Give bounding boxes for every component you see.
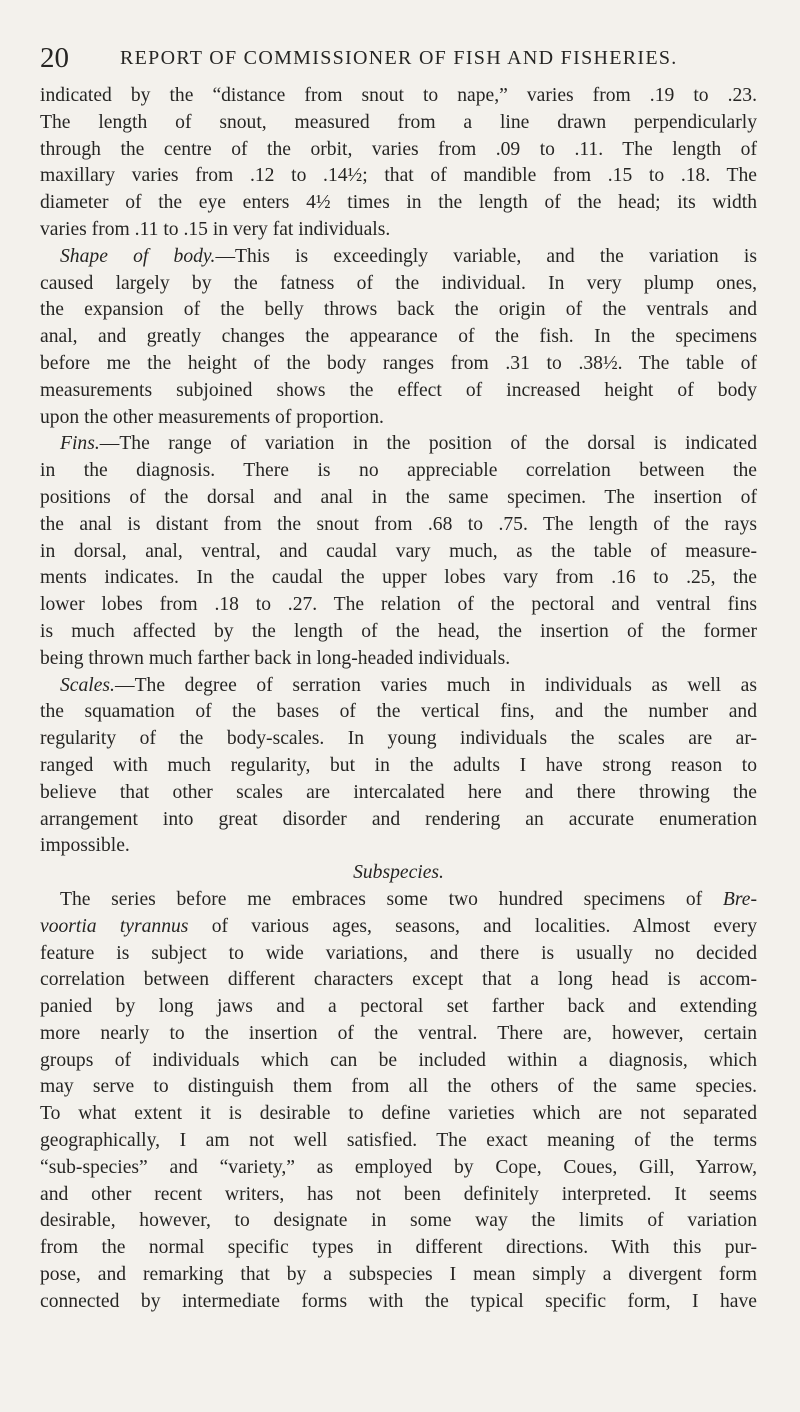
text-line (40, 1289, 757, 1316)
text-line (40, 1155, 757, 1182)
line-text: may serve to distinguish them from all the others of the same species. (40, 1076, 757, 1098)
text-line (40, 83, 757, 110)
text-line (40, 726, 757, 753)
line-text: panied by long jaws and a pectoral set farther back and extending (40, 996, 757, 1018)
text-line (40, 941, 757, 968)
line-text: before me the height of the body ranges from .31 to .38½. The table of (40, 352, 757, 374)
line-text: pose, and remarking that by a subspecies I mean simply a divergent form (40, 1264, 757, 1286)
text-line (40, 592, 757, 619)
text-line (40, 137, 757, 164)
text-line (40, 271, 757, 298)
line-text: the squamation of the bases of the vertical fins, and the number and (40, 701, 757, 723)
line-text: —The degree of serration varies much in individuals as well as (114, 674, 757, 696)
line-text: in the diagnosis. There is no appreciable correlation between the (40, 460, 757, 482)
line-text: diameter of the eye enters 4½ times in the length of the head; its width (40, 192, 757, 214)
line-text: believe that other scales are intercalated here and there throwing the (40, 781, 757, 803)
line-text: more nearly to the insertion of the ventral. There are, however, certain (40, 1022, 757, 1044)
line-text: upon the other measurements of proportion. (40, 406, 384, 428)
text-line (40, 753, 757, 780)
line-text: arrangement into great disorder and rendering an accurate enumeration (40, 808, 757, 830)
text-line (40, 673, 757, 700)
line-text: —The range of variation in the position of the dorsal is indicated (99, 433, 757, 455)
italic-phrase: Subspecies. (353, 862, 444, 884)
text-line (40, 833, 757, 860)
text-line (40, 163, 757, 190)
italic-phrase: Scales. (60, 674, 115, 696)
line-text: regularity of the body-scales. In young individuals the scales are ar- (40, 728, 757, 750)
italic-phrase: voortia tyrannus (40, 915, 189, 937)
text-line (40, 431, 757, 458)
text-line (40, 646, 757, 673)
italic-phrase: Fins. (60, 433, 100, 455)
line-text: The length of snout, measured from a line drawn perpendicularly (40, 111, 757, 133)
line-text: The series before me embraces some two hundred specimens of (60, 888, 723, 910)
running-head: REPORT OF COMMISSIONER OF FISH AND FISHERIES. (120, 47, 678, 69)
text-line (40, 699, 757, 726)
line-text: the expansion of the belly throws back the origin of the ventrals and (40, 299, 757, 321)
text-line (40, 351, 757, 378)
text-line (40, 619, 757, 646)
text-line (40, 807, 757, 834)
line-text: in dorsal, anal, ventral, and caudal vary much, as the table of measure- (40, 540, 757, 562)
line-text: and other recent writers, has not been definitely interpreted. It seems (40, 1183, 757, 1205)
line-text: ments indicates. In the caudal the upper lobes vary from .16 to .25, the (40, 567, 757, 589)
line-text: impossible. (40, 835, 130, 857)
line-text: geographically, I am not well satisfied. The exact meaning of the terms (40, 1130, 757, 1152)
text-line (40, 1208, 757, 1235)
line-text: measurements subjoined shows the effect of increased height of body (40, 379, 757, 401)
text-line (40, 512, 757, 539)
text-line (40, 539, 757, 566)
line-text: the anal is distant from the snout from .68 to .75. The length of the rays (40, 513, 757, 535)
text-line (40, 324, 757, 351)
text-line (40, 1128, 757, 1155)
text-line (40, 378, 757, 405)
text-line (40, 297, 757, 324)
line-text: from the normal specific types in different directions. With this pur- (40, 1237, 757, 1259)
line-text: “sub-species” and “variety,” as employed by Cope, Coues, Gill, Yarrow, (40, 1156, 757, 1178)
line-text: desirable, however, to designate in some way the limits of variation (40, 1210, 757, 1232)
text-line (40, 1021, 757, 1048)
line-text: positions of the dorsal and anal in the same specimen. The insertion of (40, 486, 757, 508)
page-number: 20 (40, 42, 69, 74)
line-text: feature is subject to wide variations, and there is usually no decided (40, 942, 757, 964)
text-line (40, 1182, 757, 1209)
text-line (40, 190, 757, 217)
line-text: is much affected by the length of the head, the insertion of the former (40, 620, 757, 642)
text-line (40, 887, 757, 914)
text-line (40, 780, 757, 807)
text-line (40, 485, 757, 512)
line-text: groups of individuals which can be included within a diagnosis, which (40, 1049, 757, 1071)
text-line (40, 110, 757, 137)
text-line (40, 217, 757, 244)
text-line (40, 458, 757, 485)
page-header (40, 38, 760, 78)
italic-phrase: Bre- (722, 888, 757, 910)
text-line (40, 1235, 757, 1262)
line-text: anal, and greatly changes the appearance of the fish. In the specimens (40, 326, 757, 348)
text-line (40, 1048, 757, 1075)
text-line (40, 565, 757, 592)
line-text: indicated by the “distance from snout to nape,” varies from .19 to .23. (40, 85, 757, 106)
text-line (40, 914, 757, 941)
italic-phrase: Shape of body. (60, 245, 216, 267)
line-text: To what extent it is desirable to define varieties which are not separated (40, 1103, 757, 1125)
line-text: caused largely by the fatness of the individual. In very plump ones, (40, 272, 757, 294)
text-line (40, 994, 757, 1021)
text-line (40, 860, 757, 887)
text-line (40, 967, 757, 994)
line-text: lower lobes from .18 to .27. The relation of the pectoral and ventral fins (40, 594, 757, 616)
line-text: correlation between different characters except that a long head is accom- (40, 969, 757, 991)
text-line (40, 1101, 757, 1128)
text-line (40, 1262, 757, 1289)
line-text: maxillary varies from .12 to .14½; that of mandible from .15 to .18. The (40, 165, 757, 187)
text-line (40, 1074, 757, 1101)
line-text: —This is exceedingly variable, and the variation is (215, 245, 757, 267)
text-line (40, 405, 757, 432)
line-text: ranged with much regularity, but in the adults I have strong reason to (40, 754, 757, 776)
line-text: connected by intermediate forms with the typical specific form, I have (40, 1290, 757, 1312)
text-line (40, 244, 757, 271)
line-text: varies from .11 to .15 in very fat individuals. (40, 218, 391, 240)
line-text: of various ages, seasons, and localities. Almost every (188, 915, 757, 937)
body-text (40, 83, 757, 1316)
line-text: through the centre of the orbit, varies from .09 to .11. The length of (40, 138, 757, 160)
line-text: being thrown much farther back in long-headed individuals. (40, 647, 511, 669)
